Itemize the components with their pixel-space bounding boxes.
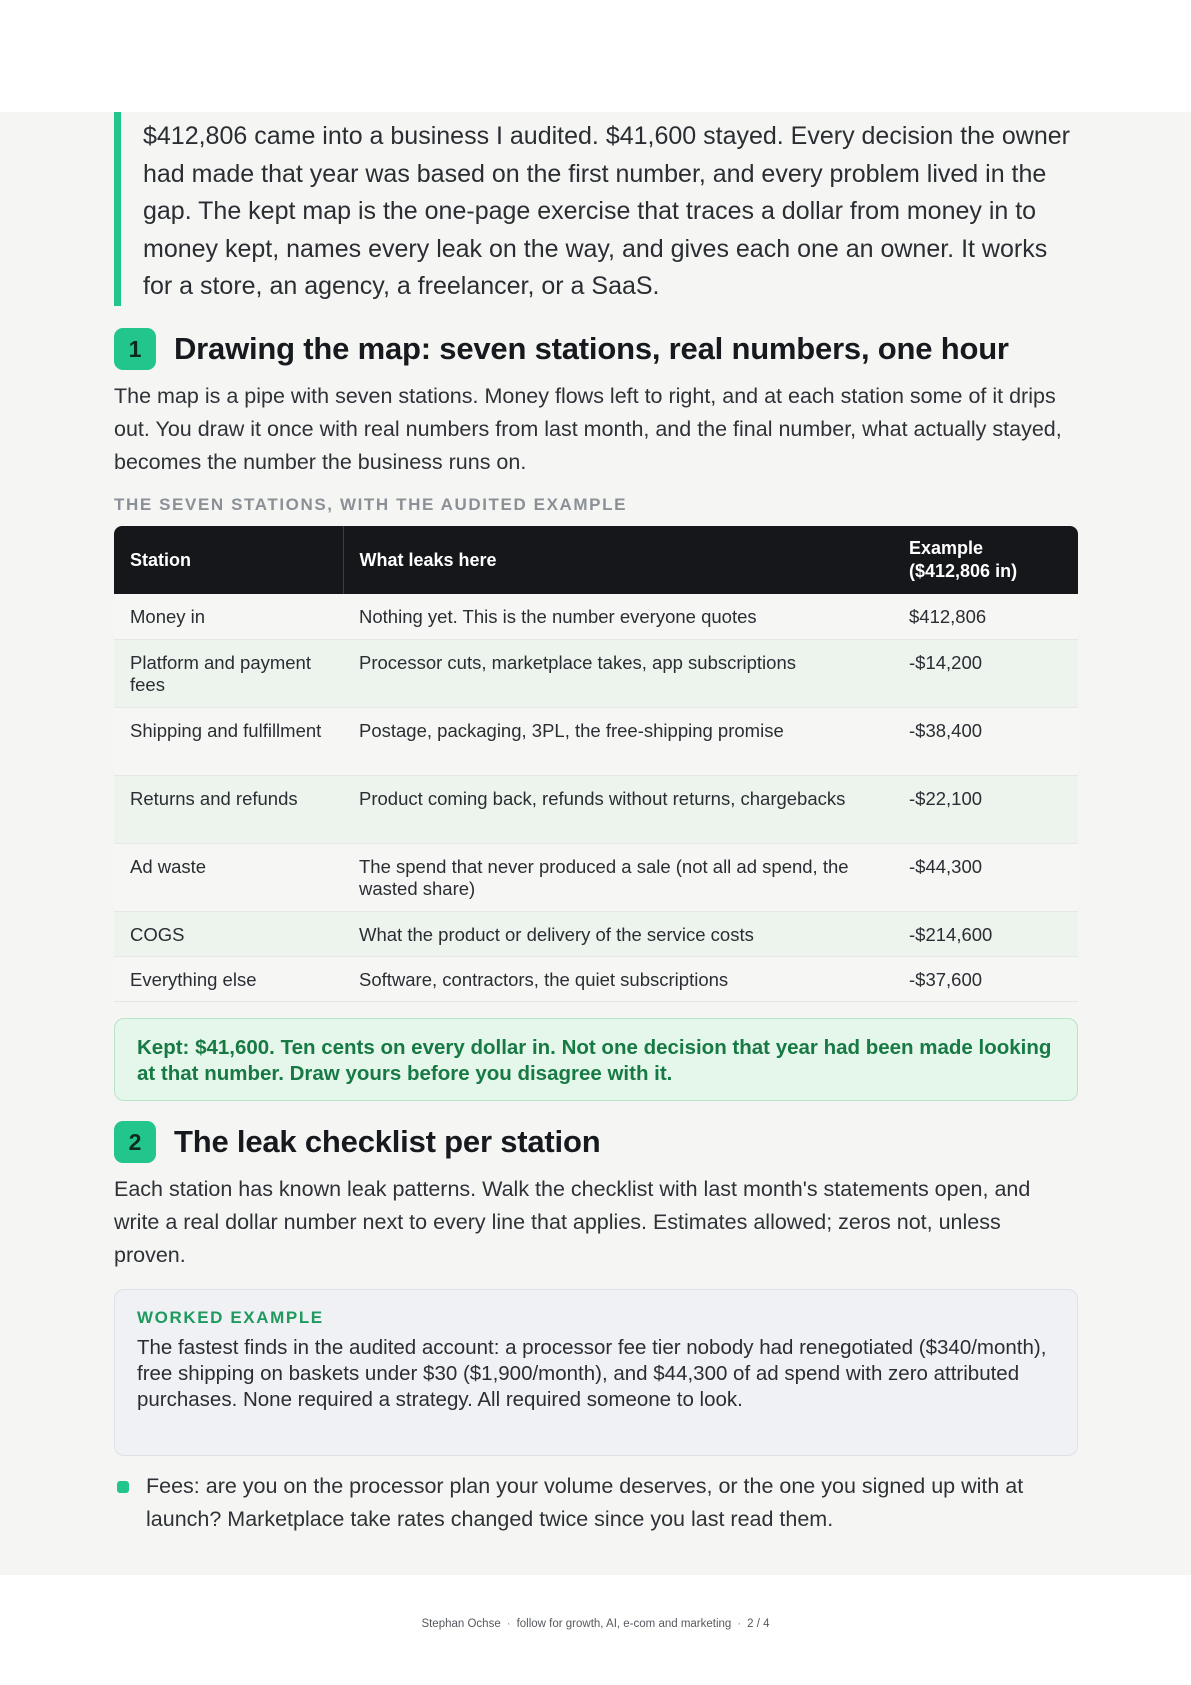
table-caption: THE SEVEN STATIONS, WITH THE AUDITED EXAMPLE	[114, 495, 628, 514]
example-cell: -$38,400	[893, 707, 1078, 775]
section-2-heading	[114, 1120, 1078, 1164]
leak-cell: What the product or delivery of the service costs	[343, 911, 893, 956]
example-cell: -$22,100	[893, 775, 1078, 843]
section-title: Drawing the map: seven stations, real numbers, one hour	[174, 331, 1009, 366]
table-row	[114, 775, 1078, 843]
page-top-margin	[0, 0, 1191, 112]
page-bottom-margin	[0, 1575, 1191, 1685]
column-header-leak: What leaks here	[343, 526, 893, 594]
stations-table	[114, 526, 1078, 1002]
station-cell: COGS	[114, 911, 343, 956]
leak-cell: The spend that never produced a sale (not all ad spend, the wasted share)	[343, 843, 893, 911]
kept-callout: Kept: $41,600. Ten cents on every dollar in. Not one decision that year had been made looking at that number. Draw yours before you disagree with it.	[114, 1018, 1078, 1101]
section-1-heading	[114, 327, 1078, 371]
section-number-badge: 1	[114, 328, 156, 370]
station-cell: Money in	[114, 594, 343, 639]
example-cell: $412,806	[893, 594, 1078, 639]
worked-example-label: WORKED EXAMPLE	[137, 1308, 324, 1327]
leak-cell: Nothing yet. This is the number everyone quotes	[343, 594, 893, 639]
table-row	[114, 707, 1078, 775]
footer-author: Stephan Ochse	[421, 1618, 501, 1630]
leak-cell: Product coming back, refunds without returns, chargebacks	[343, 775, 893, 843]
worked-example-body: The fastest finds in the audited account: a processor fee tier nobody had renegotiated ($340/month), free shipping on baskets under $30 ($1,900/month), and $44,300 of ad spend with zero attributed purchases. None required a strategy. All required someone to look.	[137, 1336, 1047, 1411]
example-cell: -$37,600	[893, 956, 1078, 1001]
example-cell: -$14,200	[893, 639, 1078, 707]
footer-separator: ·	[737, 1618, 742, 1630]
section-title: The leak checklist per station	[174, 1124, 601, 1159]
column-header-example: Example ($412,806 in)	[893, 526, 1078, 594]
table-row	[114, 639, 1078, 707]
section-number-badge: 2	[114, 1121, 156, 1163]
page-number: 2 / 4	[747, 1618, 770, 1630]
section-1-paragraph: The map is a pipe with seven stations. Money flows left to right, and at each station some of it drips out. You draw it once with real numbers from last month, and the final number, what actually stayed, becomes the number the business runs on.	[114, 384, 1062, 474]
column-header-station: Station	[114, 526, 343, 594]
intro-quote: $412,806 came into a business I audited. $41,600 stayed. Every decision the owner had made that year was based on the first number, and every problem lived in the gap. The kept map is the one-page exercise that traces a dollar from money in to money kept, names every leak on the way, and gives each one an owner. It works for a store, an agency, a freelancer, or a SaaS.	[114, 112, 1078, 306]
bullet-icon	[117, 1481, 129, 1493]
list-item-text: Fees: are you on the processor plan your volume deserves, or the one you signed up with at launch? Marketplace take rates changed twice since you last read them.	[146, 1474, 1024, 1531]
station-cell: Shipping and fulfillment	[114, 707, 343, 775]
footer-separator: ·	[506, 1618, 511, 1630]
section-2-paragraph: Each station has known leak patterns. Walk the checklist with last month's statements open, and write a real dollar number next to every line that applies. Estimates allowed; zeros not, unless proven.	[114, 1177, 1031, 1267]
example-cell: -$44,300	[893, 843, 1078, 911]
worked-example-box	[114, 1289, 1078, 1456]
table-row	[114, 956, 1078, 1001]
station-cell: Returns and refunds	[114, 775, 343, 843]
leak-cell: Software, contractors, the quiet subscriptions	[343, 956, 893, 1001]
table-row	[114, 594, 1078, 639]
table-header-row	[114, 526, 1078, 594]
list-item	[114, 1470, 1078, 1536]
leak-cell: Processor cuts, marketplace takes, app subscriptions	[343, 639, 893, 707]
station-cell: Everything else	[114, 956, 343, 1001]
leak-cell: Postage, packaging, 3PL, the free-shipping promise	[343, 707, 893, 775]
station-cell: Ad waste	[114, 843, 343, 911]
table-row	[114, 911, 1078, 956]
page-footer	[0, 1618, 1191, 1630]
table-row	[114, 843, 1078, 911]
footer-tagline: follow for growth, AI, e-com and marketing	[516, 1618, 732, 1630]
example-cell: -$214,600	[893, 911, 1078, 956]
station-cell: Platform and payment fees	[114, 639, 343, 707]
